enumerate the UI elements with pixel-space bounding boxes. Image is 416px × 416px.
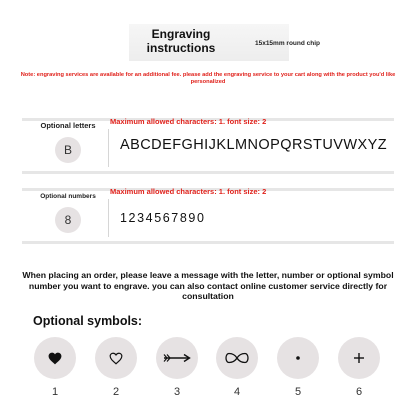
page-title: Engraving instructions: [146, 27, 216, 55]
letter-options: ABCDEFGHIJKLMNOPQRSTUVWXYZ: [120, 137, 388, 153]
symbol-number-4: 4: [233, 386, 241, 398]
arrow-icon: [162, 353, 192, 363]
letters-panel: [22, 118, 394, 174]
symbol-chip-1: [34, 337, 76, 379]
order-instructions: When placing an order, please leave a message with the letter, number or optional symbol number you want to engrave. you can also contact online customer service directly for consultation: [22, 270, 394, 301]
symbol-chip-6: [338, 337, 380, 379]
symbols-title: Optional symbols:: [33, 314, 143, 328]
letters-label: Optional letters: [40, 121, 96, 130]
symbol-number-2: 2: [112, 386, 120, 398]
symbol-chip-4: [216, 337, 258, 379]
numbers-panel: [22, 188, 394, 244]
number-sample-text: 8: [64, 213, 72, 227]
symbol-chip-5: [277, 337, 319, 379]
divider: [108, 199, 109, 237]
plus-icon: [353, 352, 365, 364]
symbol-number-1: 1: [51, 386, 59, 398]
heart-outline-icon: [109, 352, 123, 365]
number-sample-chip: [55, 207, 81, 233]
dot-icon: [295, 355, 301, 361]
symbol-number-3: 3: [173, 386, 181, 398]
number-options: 1234567890: [120, 211, 206, 225]
symbol-chip-2: [95, 337, 137, 379]
letters-limit-heading: Maximum allowed characters: 1. font size: 2: [110, 117, 267, 126]
numbers-label: Optional numbers: [40, 193, 96, 200]
infinity-icon: [225, 352, 249, 364]
numbers-limit-heading: Maximum allowed characters: 1. font size: 2: [110, 187, 267, 196]
engraving-fee-note: Note: engraving services are available for an additional fee. please add the engraving service to your cart along with the product you'd like personalized: [20, 72, 396, 85]
chip-size-label: 15x15mm round chip: [254, 40, 320, 47]
symbol-number-5: 5: [294, 386, 302, 398]
heart-solid-icon: [48, 352, 62, 365]
symbol-chip-3: [156, 337, 198, 379]
symbol-number-6: 6: [355, 386, 363, 398]
letter-sample-text: B: [63, 143, 72, 157]
letter-sample-chip: [55, 137, 81, 163]
divider: [108, 129, 109, 167]
